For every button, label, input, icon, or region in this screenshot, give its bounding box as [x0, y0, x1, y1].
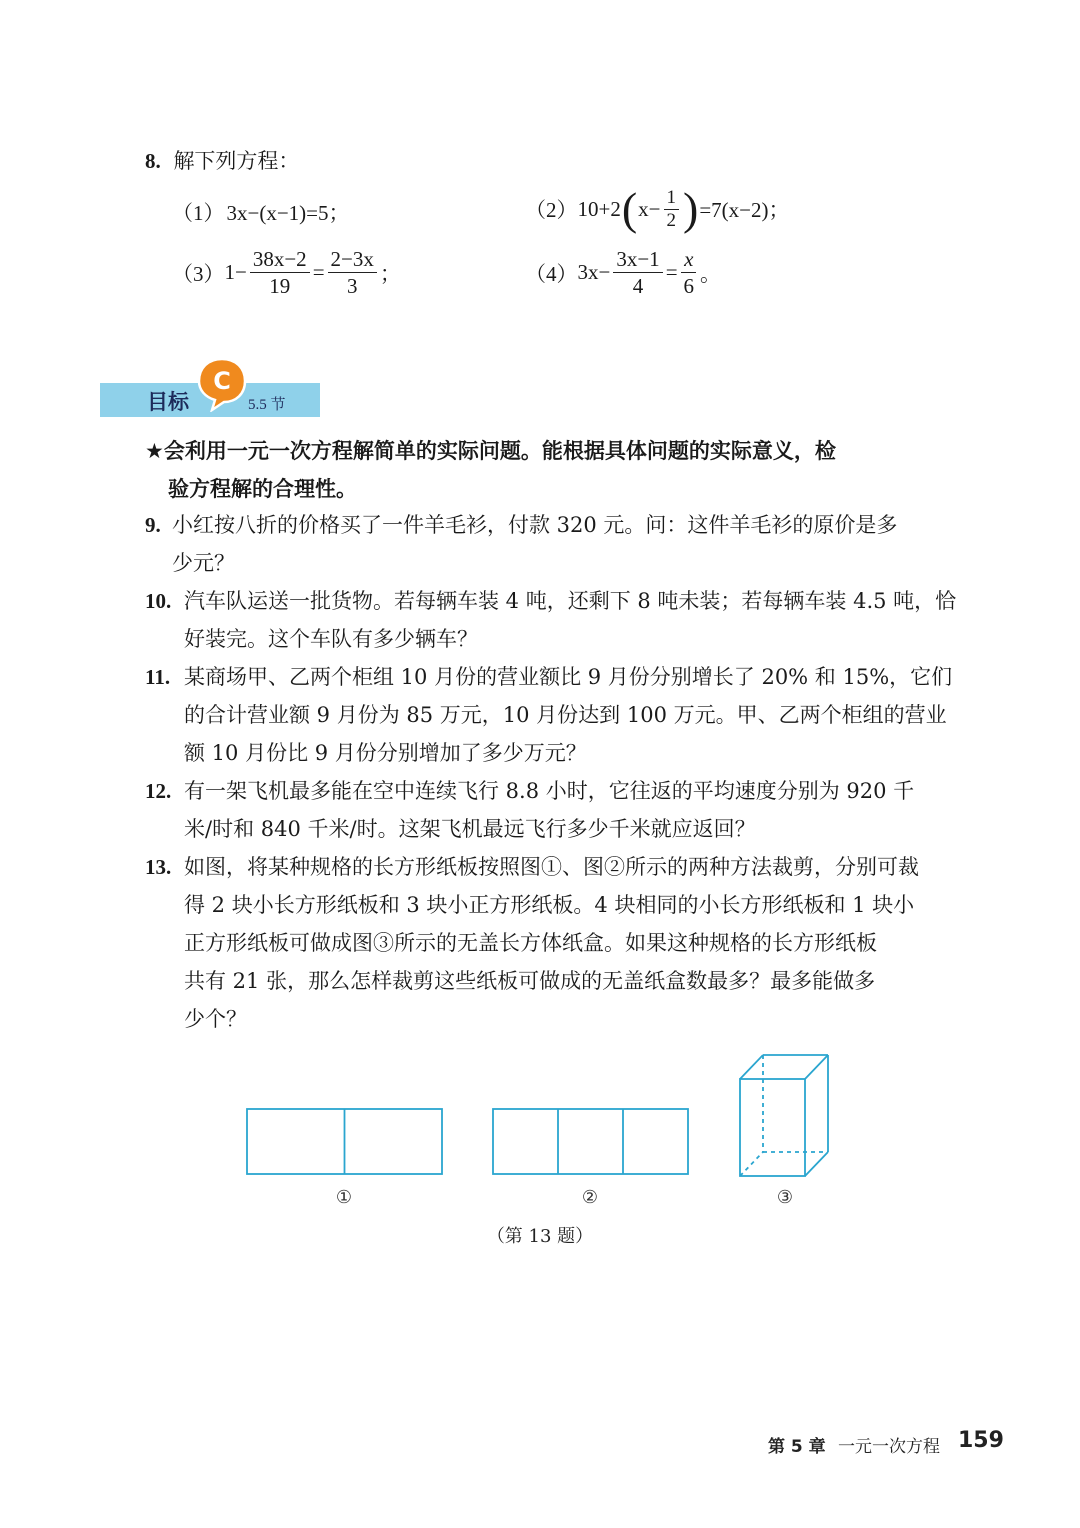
fraction: [250, 246, 310, 299]
right-paren: ): [683, 183, 699, 234]
goal-label: 目标: [147, 390, 189, 414]
figure-1-rect: [247, 1109, 442, 1174]
numerator: x: [681, 246, 696, 273]
equation-text: 3x−(x−1)=5；: [226, 201, 350, 225]
problem-10: [145, 586, 171, 616]
equation-text: x−: [638, 196, 661, 221]
fraction: [613, 246, 662, 299]
footer-chapter-title: 一元一次方程: [838, 1437, 940, 1457]
fraction: [664, 187, 680, 232]
problem-13-line-1: 如图，将某种规格的长方形纸板按照图①、图②所示的两种方法裁剪，分别可裁: [184, 855, 919, 879]
page-number: 159: [958, 1428, 1004, 1453]
equation-label: （4）: [525, 261, 578, 286]
numerator: 2−3x: [328, 246, 377, 273]
left-paren: (: [621, 183, 638, 234]
problem-number: 9.: [145, 513, 161, 537]
figure-3-label: ③: [776, 1187, 794, 1208]
problem-prompt: 解下列方程：: [173, 149, 300, 173]
problem-13-line-5: 少个？: [184, 1007, 247, 1031]
problem-13-line-4: 共有 21 张，那么怎样裁剪这些纸板可做成的无盖纸盒数最多？最多能做多: [184, 969, 876, 993]
equation-text: 3x−: [577, 260, 611, 284]
problem-11: [145, 662, 170, 692]
equals-sign: =: [312, 260, 325, 284]
problem-10-line-1: 汽车队运送一批货物。若每辆车装 4 吨，还剩下 8 吨未装；若每辆车装 4.5 吨，恰: [184, 589, 957, 613]
equation-text: ；: [379, 261, 401, 286]
problem-13-line-3: 正方形纸板可做成图③所示的无盖长方体纸盒。如果这种规格的长方形纸板: [184, 931, 877, 955]
fraction: [328, 246, 377, 299]
equation-text: =7(x−2)；: [699, 198, 790, 222]
problem-9: [145, 510, 161, 540]
equation-4: [525, 246, 721, 299]
fraction: [681, 246, 698, 299]
equation-2: [525, 183, 790, 234]
equation-1: [172, 197, 350, 227]
problem-number: 8.: [145, 149, 161, 173]
problem-12: [145, 776, 171, 806]
figure-caption: （第 13 题）: [486, 1226, 594, 1247]
problem-12-line-1: 有一架飞机最多能在空中连续飞行 8.8 小时，它往返的平均速度分别为 920 千: [184, 779, 915, 803]
numerator: 1: [664, 187, 680, 210]
goal-section: 5.5 节: [248, 397, 286, 413]
equation-label: （3）: [172, 261, 225, 286]
figure-2-rect: [493, 1109, 688, 1174]
denominator: 3: [346, 274, 358, 298]
equation-3: [172, 246, 401, 299]
equation-label: （1）: [172, 201, 225, 225]
equation-text: 。: [700, 261, 722, 286]
problem-number: 11.: [145, 665, 171, 689]
equation-label: （2）: [525, 198, 578, 222]
problem-12-line-2: 米/时和 840 千米/时。这架飞机最远飞行多少千米就应返回？: [184, 817, 756, 841]
problem-13: [145, 852, 171, 882]
figure-2-label: ②: [581, 1187, 599, 1208]
figure-3-box: [740, 1055, 828, 1176]
denominator: 6: [683, 274, 695, 298]
problem-9-line-2: 少元？: [172, 551, 235, 575]
goal-letter: C: [213, 367, 231, 395]
denominator: 19: [269, 274, 291, 298]
numerator: 3x−1: [613, 246, 662, 273]
equation-text: 10+2: [577, 196, 621, 221]
problem-13-line-2: 得 2 块小长方形纸板和 3 块小正方形纸板。4 块相同的小长方形纸板和 1 块小: [184, 893, 915, 917]
problem-number: 10.: [145, 589, 172, 613]
equation-text: 1−: [224, 260, 247, 284]
problem-number: 13.: [145, 855, 172, 879]
footer-chapter: 第 5 章: [768, 1437, 826, 1457]
denominator: 4: [632, 274, 644, 298]
problem-10-line-2: 好装完。这个车队有多少辆车？: [184, 627, 478, 651]
denominator: 2: [666, 209, 677, 231]
figure-1-label: ①: [335, 1187, 353, 1208]
objective-line-1: ★会利用一元一次方程解简单的实际问题。能根据具体问题的实际意义，检: [145, 439, 836, 463]
problem-11-line-3: 额 10 月份比 9 月份分别增加了多少万元？: [184, 741, 587, 765]
goal-letter-bubble-icon: [196, 356, 248, 412]
problem-9-line-1: 小红按八折的价格买了一件羊毛衫，付款 320 元。问：这件羊毛衫的原价是多: [172, 513, 898, 537]
objective-line-2: 验方程解的合理性。: [168, 477, 357, 501]
problem-11-line-2: 的合计营业额 9 月份为 85 万元，10 月份达到 100 万元。甲、乙两个柜组的营业: [184, 703, 947, 727]
numerator: 38x−2: [250, 246, 310, 273]
problem-11-line-1: 某商场甲、乙两个柜组 10 月份的营业额比 9 月份分别增长了 20% 和 15%，它们: [184, 665, 953, 689]
equals-sign: =: [665, 260, 678, 284]
problem-number: 12.: [145, 779, 172, 803]
problem-8-header: [145, 146, 299, 176]
